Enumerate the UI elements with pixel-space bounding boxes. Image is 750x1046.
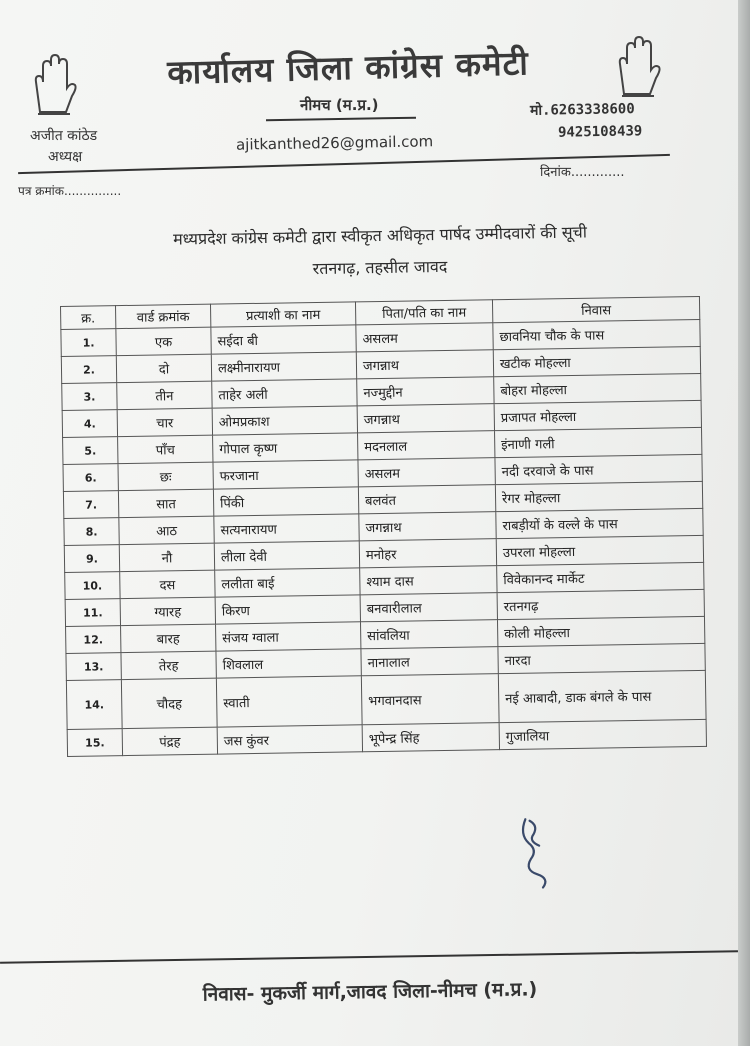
ward-cell: चार [117, 408, 212, 436]
residence-cell: गुजालिया [499, 719, 706, 749]
serial-cell: 7. [63, 491, 118, 519]
candidate-cell: ओमप्रकाश [212, 406, 357, 435]
parent-cell: बलवंत [358, 485, 495, 514]
footer-address: निवास- मुकर्जी मार्ग,जावद जिला-नीमच (म.प्र.) [202, 978, 538, 1006]
serial-cell: 15. [67, 729, 122, 757]
president-role: अध्यक्ष [48, 149, 83, 165]
parent-cell: जगन्नाथ [356, 350, 493, 379]
column-header-parent: पिता/पति का नाम [355, 300, 492, 325]
parent-cell: भूपेन्द्र सिंह [362, 723, 499, 752]
letter-number-label: पत्र क्रमांक............... [18, 184, 122, 198]
page-edge [738, 0, 750, 1046]
ward-cell: दस [120, 570, 215, 598]
parent-cell: असलम [356, 323, 493, 352]
candidate-cell: गोपाल कृष्ण [213, 433, 358, 462]
ward-cell: पाँच [118, 435, 213, 463]
parent-cell: नानालाल [361, 647, 498, 676]
residence-cell: इंनाणी गली [495, 427, 702, 457]
place-underline [266, 117, 416, 122]
serial-cell: 13. [66, 653, 121, 681]
residence-cell: बोहरा मोहल्ला [494, 373, 701, 403]
residence-cell: छावनिया चौक के पास [493, 319, 700, 349]
ward-cell: छः [118, 462, 213, 490]
ward-cell: चौदह [121, 678, 217, 728]
handwritten-signature [507, 809, 568, 895]
footer-rule [0, 950, 738, 964]
parent-cell: बनवारीलाल [360, 593, 497, 622]
serial-cell: 4. [62, 410, 117, 438]
candidate-cell: पिंकी [213, 487, 358, 516]
residence-cell: खटीक मोहल्ला [493, 346, 700, 376]
residence-cell: उपरला मोहल्ला [496, 535, 703, 565]
list-heading: मध्यप्रदेश कांग्रेस कमेटी द्वारा स्वीकृत अधिकृत पार्षद उम्मीदवारों की सूची [172, 222, 588, 249]
column-header-ward: वार्ड क्रमांक [116, 304, 211, 328]
serial-cell: 10. [65, 572, 120, 600]
office-place: नीमच (म.प्र.) [300, 96, 379, 114]
parent-cell: नज्मुद्दीन [357, 377, 494, 406]
candidates-table [60, 296, 707, 757]
candidate-cell: स्वाती [216, 676, 362, 727]
candidate-cell: ताहेर अली [212, 379, 357, 408]
parent-cell: भगवानदास [361, 674, 499, 725]
serial-cell: 5. [63, 437, 118, 465]
parent-cell: मदनलाल [358, 431, 495, 460]
parent-cell: जगन्नाथ [357, 404, 494, 433]
office-title: कार्यालय जिला कांग्रेस कमेटी [166, 43, 530, 92]
serial-cell: 11. [65, 599, 120, 627]
residence-cell: राबड़ीयों के वल्ले के पास [496, 508, 703, 538]
residence-cell: कोली मोहल्ला [497, 616, 704, 646]
candidate-cell: शिवलाल [216, 649, 361, 678]
ward-cell: सात [118, 489, 213, 517]
mobile-number-1: मो.6263338600 [529, 101, 635, 119]
residence-cell: विवेकानन्द मार्केट [497, 562, 704, 592]
serial-cell: 3. [62, 383, 117, 411]
date-label: दिनांक............. [540, 165, 625, 180]
serial-cell: 9. [64, 545, 119, 573]
candidate-cell: लक्ष्मीनारायण [211, 352, 356, 381]
hand-symbol-left-icon [26, 52, 82, 116]
candidate-cell: सत्यनारायण [214, 514, 359, 543]
residence-cell: नारदा [498, 643, 705, 673]
list-subheading: रतनगढ़, तहसील जावद [312, 256, 448, 279]
ward-cell: आठ [119, 516, 214, 544]
parent-cell: सांवलिया [360, 620, 497, 649]
residence-cell: नदी दरवाजे के पास [495, 454, 702, 484]
residence-cell: नई आबादी, डाक बंगले के पास [498, 670, 706, 722]
ward-cell: तेरह [121, 651, 216, 679]
ward-cell: पंद्रह [122, 727, 217, 755]
serial-cell: 1. [61, 329, 116, 357]
candidate-cell: जस कुंवर [217, 725, 362, 754]
ward-cell: तीन [117, 381, 212, 409]
president-name: अजीत कांठेड [30, 128, 98, 144]
serial-cell: 8. [64, 518, 119, 546]
residence-cell: रेगर मोहल्ला [495, 481, 702, 511]
candidate-cell: फरजाना [213, 460, 358, 489]
hand-symbol-right-icon [610, 34, 666, 98]
ward-cell: नौ [119, 543, 214, 571]
column-header-candidate: प्रत्याशी का नाम [210, 302, 355, 327]
parent-cell: श्याम दास [360, 566, 497, 595]
column-header-residence: निवास [492, 296, 699, 322]
serial-cell: 14. [66, 680, 122, 730]
ward-cell: एक [116, 327, 211, 355]
candidate-cell: सईदा बी [211, 325, 356, 354]
serial-cell: 6. [63, 464, 118, 492]
candidate-cell: किरण [215, 595, 360, 624]
ward-cell: ग्यारह [120, 597, 215, 625]
parent-cell: जगन्नाथ [359, 512, 496, 541]
serial-cell: 2. [61, 356, 116, 384]
residence-cell: प्रजापत मोहल्ला [494, 400, 701, 430]
ward-cell: बारह [121, 624, 216, 652]
mobile-number-2: 9425108439 [557, 123, 643, 141]
candidate-cell: ललीता बाई [215, 568, 360, 597]
candidate-cell: संजय ग्वाला [216, 622, 361, 651]
email-address: ajitkanthed26@gmail.com [235, 132, 434, 154]
candidate-cell: लीला देवी [214, 541, 359, 570]
serial-cell: 12. [66, 626, 121, 654]
parent-cell: मनोहर [359, 539, 496, 568]
residence-cell: रतनगढ़ [497, 589, 704, 619]
ward-cell: दो [116, 354, 211, 382]
column-header-serial: क्र. [61, 306, 116, 330]
parent-cell: असलम [358, 458, 495, 487]
